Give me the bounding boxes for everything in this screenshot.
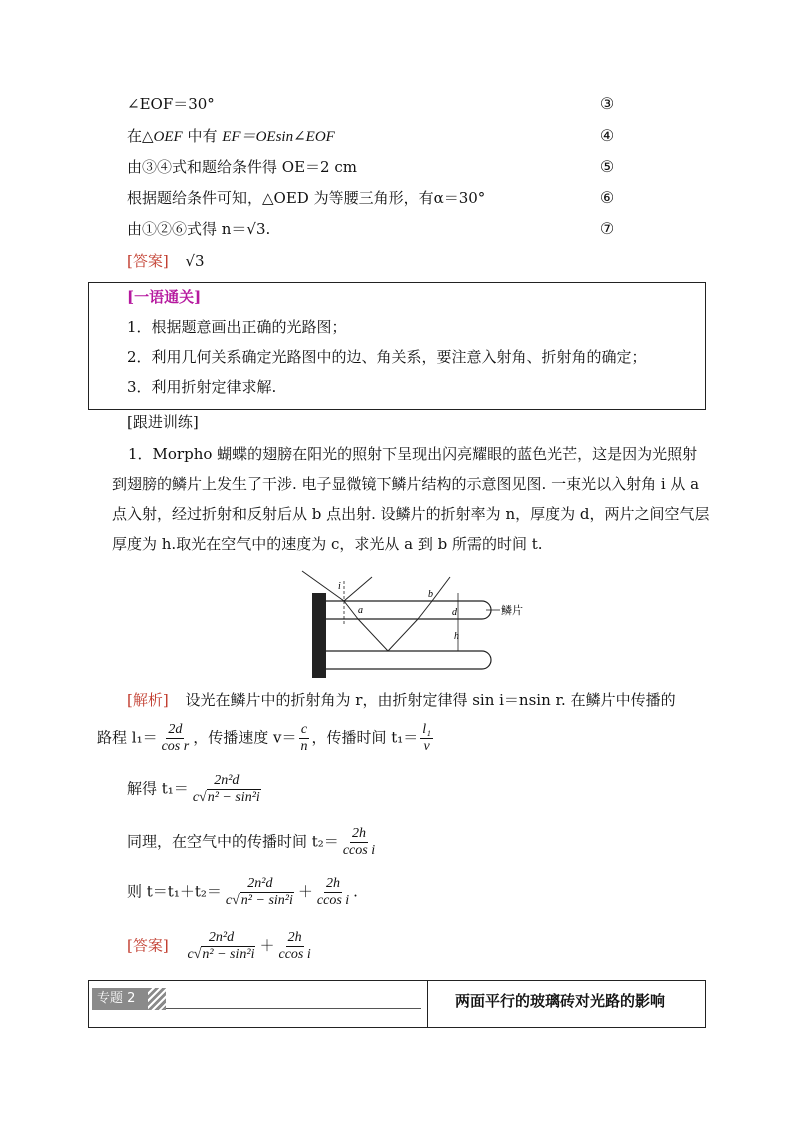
answer-2-fraction-2-den: ccos i [278, 947, 311, 962]
exit-ray [432, 577, 450, 601]
fraction-t2-den: ccos i [342, 843, 376, 858]
fraction-path-den: cos r [161, 739, 190, 754]
refracted-ray [344, 601, 358, 619]
answer-value: √3 [185, 252, 205, 270]
path-length-text: 路程 l₁＝ [97, 728, 158, 747]
answer-2-fraction-1-num: 2n²d [208, 930, 235, 945]
label-d: d [452, 607, 457, 618]
answer-2-label: [答案] [127, 936, 169, 955]
eq-number-5: ⑤ [599, 157, 615, 176]
topic-title: 两面平行的玻璃砖对光路的影响 [455, 992, 666, 1010]
fraction-time-den: v [423, 739, 430, 754]
analysis-line-2 [97, 722, 435, 755]
analysis-line-3 [127, 773, 265, 806]
summary-item-1: 1．根据题意画出正确的光路图； [127, 318, 347, 336]
training-label: [跟进训练] [127, 413, 199, 431]
fraction-total-1-den: c√n² − sin²i [225, 893, 293, 908]
eq-number-7: ⑦ [599, 219, 615, 238]
air-ray-up [388, 619, 418, 651]
analysis-line-4 [127, 826, 379, 859]
fraction-speed-num: c [300, 722, 308, 737]
answer-2 [127, 930, 315, 963]
fraction-total-2 [315, 876, 351, 909]
air-ray-down [358, 619, 388, 651]
derivation-line-4-mid: 中有 [182, 127, 223, 145]
analysis-line-1 [127, 688, 676, 712]
fraction-speed-den: n [300, 739, 308, 754]
derivation-line-5: 由③④式和题给条件得 OE＝2 cm [127, 158, 357, 176]
summary-item-2: 2．利用几何关系确定光路图中的边、角关系，要注意入射角、折射角的确定； [127, 348, 647, 366]
fraction-path-num: 2d [168, 722, 183, 737]
ef-expression: EF＝OEsin∠EOF [222, 129, 335, 145]
answer-2-den-c: c [187, 947, 194, 962]
analysis-line-5 [127, 876, 358, 909]
answer-2-den-sqrt: n² − sin²i [202, 947, 255, 962]
fraction-total-1-num: 2n²d [247, 876, 273, 891]
fraction-t1 [191, 773, 263, 806]
reflected-ray [344, 577, 372, 601]
eq-number-3: ③ [599, 94, 615, 113]
answer-1 [127, 250, 205, 272]
problem-text: 1．Morpho 蝴蝶的翅膀在阳光的照射下呈现出闪亮耀眼的蓝色光芒，这是因为光照射到翅膀的鳞片上发生了干涉. 电子显微镜下鳞片结构的示意图见图. 一束光以入射角 i 从 a 点入射，经过折射和反射后从 b 点出射. 设鳞片的折射率为 n，厚度为 d，两片之间空气层厚度为 h.取光在空气中的速度为 c，求光从 a 到 b 所需的时间 t. [112, 445, 710, 553]
plus-sign: ＋ [297, 882, 313, 901]
fraction-t1-den-sqrt: n² − sin²i [207, 790, 260, 805]
label-h: h [454, 631, 459, 642]
answer-2-fraction-2 [277, 930, 313, 963]
topic-divider [427, 980, 428, 1027]
fraction-total-1-den-c: c [225, 893, 233, 908]
fraction-total-1-den-sqrt: n² − sin²i [240, 893, 293, 908]
summary-item-3: 3．利用折射定律求解. [127, 378, 277, 396]
answer-2-plus: ＋ [259, 936, 275, 955]
solve-text: 解得 t₁＝ [127, 779, 189, 798]
wall [312, 593, 326, 678]
fraction-t2 [341, 826, 377, 859]
fraction-total-2-den: ccos i [316, 893, 350, 908]
fraction-total-2-num: 2h [326, 876, 341, 891]
derivation-line-3: ∠EOF＝30° [127, 95, 215, 113]
answer-2-fraction-1 [186, 930, 258, 963]
speed-text: ，传播速度 v＝ [193, 728, 297, 747]
total-time-text: 则 t＝t₁＋t₂＝ [127, 882, 222, 901]
lower-scale [326, 651, 491, 669]
fraction-time [420, 722, 433, 755]
triangle-oef: OEF [153, 129, 183, 145]
fraction-time-num: l₁ [422, 722, 432, 737]
scale-diagram [300, 565, 530, 680]
eq-number-6: ⑥ [599, 188, 615, 207]
fraction-t1-den-c: c [192, 790, 200, 805]
analysis-label: [解析] [127, 691, 169, 709]
topic-tag: 专题 2 [92, 988, 153, 1010]
derivation-line-7: 由①②⑥式得 n＝√3. [127, 220, 271, 238]
derivation-line-4 [127, 125, 335, 148]
derivation-line-6: 根据题给条件可知，△OED 为等腰三角形，有α＝30° [127, 189, 486, 207]
time-text: ，传播时间 t₁＝ [311, 728, 419, 747]
label-i: i [338, 581, 341, 592]
fraction-speed [298, 722, 309, 755]
eq-number-4: ④ [599, 126, 615, 145]
derivation-line-4-pre: 在△ [127, 127, 154, 145]
topic-underline [166, 1008, 421, 1009]
label-a: a [358, 605, 363, 616]
summary-title: [一语通关] [127, 288, 202, 306]
air-time-text: 同理，在空气中的传播时间 t₂＝ [127, 832, 339, 851]
fraction-t1-num: 2n²d [214, 773, 240, 788]
exit-ray-inner [418, 601, 432, 619]
fraction-path [160, 722, 192, 755]
fraction-t2-num: 2h [351, 826, 366, 841]
answer-2-fraction-2-num: 2h [287, 930, 302, 945]
label-scale: 鳞片 [501, 604, 523, 617]
period: . [353, 882, 358, 901]
answer-label: [答案] [127, 252, 169, 270]
fraction-total-1 [224, 876, 296, 909]
label-b: b [428, 589, 433, 600]
fraction-t1-den: c√n² − sin²i [192, 790, 260, 805]
answer-2-fraction-1-den: c√n² − sin²i [187, 947, 255, 962]
analysis-text-1: 设光在鳞片中的折射角为 r，由折射定律得 sin i＝nsin r. 在鳞片中传播的 [185, 691, 676, 709]
topic-tag-stripes [148, 988, 166, 1010]
